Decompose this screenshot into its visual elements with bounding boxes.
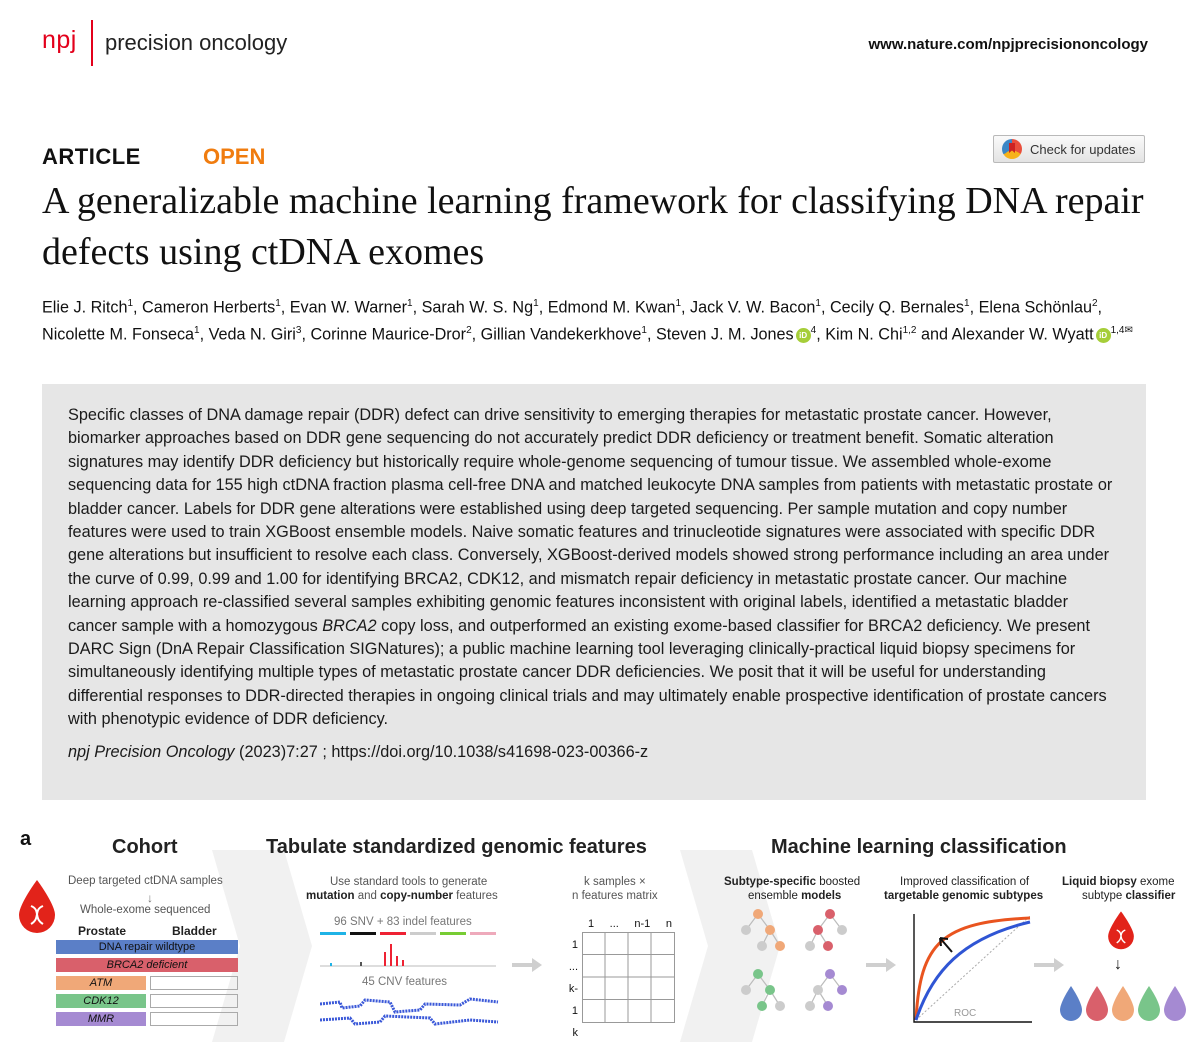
matrix-row-labels: 1 ... k-1 k (568, 939, 578, 1039)
cnv-label: 45 CNV features (362, 976, 448, 988)
matrix-label-2: n features matrix (572, 890, 658, 902)
affiliation-marker: 1 (275, 298, 281, 309)
ml-col2-line1: Improved classification of (900, 876, 1030, 888)
down-arrow-icon: ↓ (147, 891, 153, 905)
affiliation-marker: 1 (675, 298, 682, 309)
cohort-title: Cohort (112, 836, 178, 858)
bar-cdk12-bladder (150, 994, 238, 1008)
author-name[interactable]: Elena Schönlau (978, 298, 1092, 317)
author-name[interactable]: Nicolette M. Fonseca (42, 325, 195, 344)
citation: npj Precision Oncology (2023)7:27 ; https://doi.org/10.1038/s41698-023-00366-z (68, 742, 649, 761)
matrix-label-1: k samples × (584, 876, 646, 888)
matrix-col-labels: 1 ... n-1 n (588, 918, 672, 930)
bar-atm-bladder (150, 976, 238, 990)
crossmark-icon (1002, 139, 1022, 159)
journal-logo[interactable]: npj (42, 26, 77, 54)
ml-col1-line1: Subtype-specific boosted (724, 876, 861, 888)
check-updates-button[interactable] (993, 135, 1145, 163)
author-name[interactable]: Evan W. Warner (289, 298, 407, 317)
doi-link[interactable]: (2023)7:27 ; https://doi.org/10.1038/s41698-023-00366-z (234, 742, 649, 761)
blood-drop-icon (16, 878, 58, 934)
bar-cdk12: CDK12 (56, 994, 146, 1008)
feature-matrix-grid (582, 932, 676, 1024)
bar-atm: ATM (56, 976, 146, 990)
journal-url[interactable]: www.nature.com/npjprecisiononcology (868, 36, 1148, 53)
arrow-right-icon (1034, 958, 1064, 972)
bar-wildtype: DNA repair wildtype (56, 940, 238, 954)
author-list: Elie J. Ritch$^1$, Cameron Herberts$^1$, Evan W. Warner$^1$, Sarah W. S. Ng$^1$, Edmond M. Kwan$^1$, Jack V. W. Bacon$^1$, Cecily Q. Bernales$^1$, Elena Schönlau$^2$, Nicolette M. Fonseca$^1$, Veda N. Giri$^3$, Corinne Maurice-Dror$^2$, Gillian Vandekerkhove$^1$, Steven J. M. Jones iD $^4$, Kim N. Chi$^{1,2}$ and Alexander W. Wyatt iD $^{1,4✉}$ (42, 298, 1133, 344)
snv-signature-plot (320, 930, 500, 970)
arrow-right-icon (866, 958, 896, 972)
affiliation-marker: 1 (964, 298, 970, 309)
col-prostate: Prostate (78, 924, 127, 938)
author-name[interactable]: Edmond M. Kwan (547, 298, 676, 317)
affiliation-marker: 1 (533, 298, 539, 309)
author-name[interactable]: Corinne Maurice-Dror (310, 325, 467, 344)
envelope-icon[interactable]: ✉ (1124, 325, 1133, 337)
figure-panel-a (0, 818, 1200, 1045)
cohort-step-1: Deep targeted ctDNA samples (68, 875, 223, 887)
tabulate-title: Tabulate standardized genomic features (266, 836, 647, 858)
cohort-step-2: Whole-exome sequenced (80, 904, 211, 916)
col-bladder: Bladder (172, 924, 217, 938)
ml-col2-line2: targetable genomic subtypes (884, 890, 1044, 902)
author-name[interactable]: Steven J. M. Jones (655, 325, 794, 344)
arrow-right-icon (512, 958, 542, 972)
author-name[interactable]: Gillian Vandekerkhove (480, 325, 642, 344)
cnv-profile-plot (320, 990, 500, 1030)
roc-label: ROC (954, 1008, 977, 1019)
check-updates-label: Check for updates (1030, 141, 1136, 157)
panel-label: a (20, 828, 32, 850)
affiliation-marker: 1 (194, 325, 200, 337)
bar-brca2: BRCA2 deficient (56, 958, 238, 972)
ml-col3-line2: subtype classifier (1082, 890, 1176, 902)
abstract-text: Specific classes of DNA damage repair (DDR) defect can drive sensitivity to emerging therapies for metastatic prostate cancer. However, biomarker approaches based on DDR gene sequencing do not accurately predict DDR deficiency or treatment benefit. Somatic alteration signatures may identify DDR deficiency but historically require whole-genome sequencing of tumour tissue. We assembled whole-exome sequencing data for 155 high ctDNA fraction plasma cell-free DNA and matched leukocyte DNA samples from patients with metastatic prostate or bladder cancer. Labels for DDR gene alterations were established using deep targeted sequencing. Per sample mutation and copy number features were used to train XGBoost ensemble models. Naive somatic features and trinucleotide signatures were associated with specific DDR gene alterations but insufficient to resolve each class. Conversely, XGBoost-derived models showed strong performance including an area under the curve of 0.99, 0.99 and 1.00 for identifying BRCA2, CDK12, and mismatch repair deficiency in metastatic prostate cancer. Our machine learning approach re-classified several samples exhibiting genomic features inconsistent with original labels, identified a metastatic bladder cancer sample with a homozygous BRCA2 copy loss, and outperformed an existing exome-based classifier for BRCA2 deficiency. We present DARC Sign (DnA Repair Classification SIGNatures); a public machine learning tool leveraging clinically-practical liquid biopsy specimens for simultaneously identifying multiple types of metastatic prostate cancer DDR deficiencies. We posit that it will be useful for understanding differential responses to DDR-directed therapies in ongoing clinical trials and may ultimately enable prospective identification of prostate cancers with phenotypic evidence of DDR deficiency. (68, 406, 1113, 729)
bar-mmr-bladder (150, 1012, 238, 1026)
ml-col3-line1: Liquid biopsy exome (1062, 876, 1175, 888)
affiliation-marker: 2 (1091, 298, 1098, 309)
author-name[interactable]: Veda N. Giri (208, 325, 296, 344)
tabulate-desc-2: mutation and copy-number features (306, 890, 498, 902)
boosted-trees-diagram (736, 906, 864, 1024)
author-name[interactable]: Kim N. Chi (825, 325, 903, 344)
open-access-label: OPEN (203, 144, 266, 169)
snv-label: 96 SNV + 83 indel features (334, 916, 472, 928)
orcid-icon[interactable]: iD (796, 328, 811, 343)
affiliation-marker: 1,4 (1110, 325, 1125, 337)
affiliation-marker: 1 (127, 298, 134, 309)
author-name[interactable]: Sarah W. S. Ng (421, 298, 534, 317)
affiliation-marker: 1 (641, 325, 647, 337)
affiliation-marker: 1 (407, 298, 413, 309)
tabulate-desc-1: Use standard tools to generate (330, 876, 488, 888)
author-name[interactable]: Alexander W. Wyatt (951, 325, 1094, 344)
orcid-icon[interactable]: iD (1096, 328, 1111, 343)
affiliation-marker: 1 (815, 298, 821, 309)
affiliation-marker: 1,2 (902, 325, 917, 337)
ml-title: Machine learning classification (771, 836, 1067, 858)
author-name[interactable]: Cameron Herberts (142, 298, 276, 317)
affiliation-marker: 4 (810, 325, 817, 337)
logo-divider (91, 20, 93, 66)
ml-col1-line2: ensemble models (748, 890, 842, 902)
author-name[interactable]: Jack V. W. Bacon (690, 298, 816, 317)
down-arrow-icon: ↓ (1114, 956, 1122, 973)
article-title: A generalizable machine learning framework for classifying DNA repair defects using ctDNA exomes (42, 180, 1144, 273)
article-type: ARTICLE (42, 144, 141, 169)
affiliation-marker: 2 (466, 325, 472, 337)
classified-drops-icon (1058, 984, 1188, 1028)
journal-name[interactable]: precision oncology (105, 30, 288, 55)
bar-mmr: MMR (56, 1012, 146, 1026)
abstract-box (42, 384, 1146, 800)
author-name[interactable]: Elie J. Ritch (42, 298, 128, 317)
blood-drop-icon (1106, 910, 1136, 950)
author-name[interactable]: Cecily Q. Bernales (829, 298, 964, 317)
affiliation-marker: 3 (295, 325, 302, 337)
